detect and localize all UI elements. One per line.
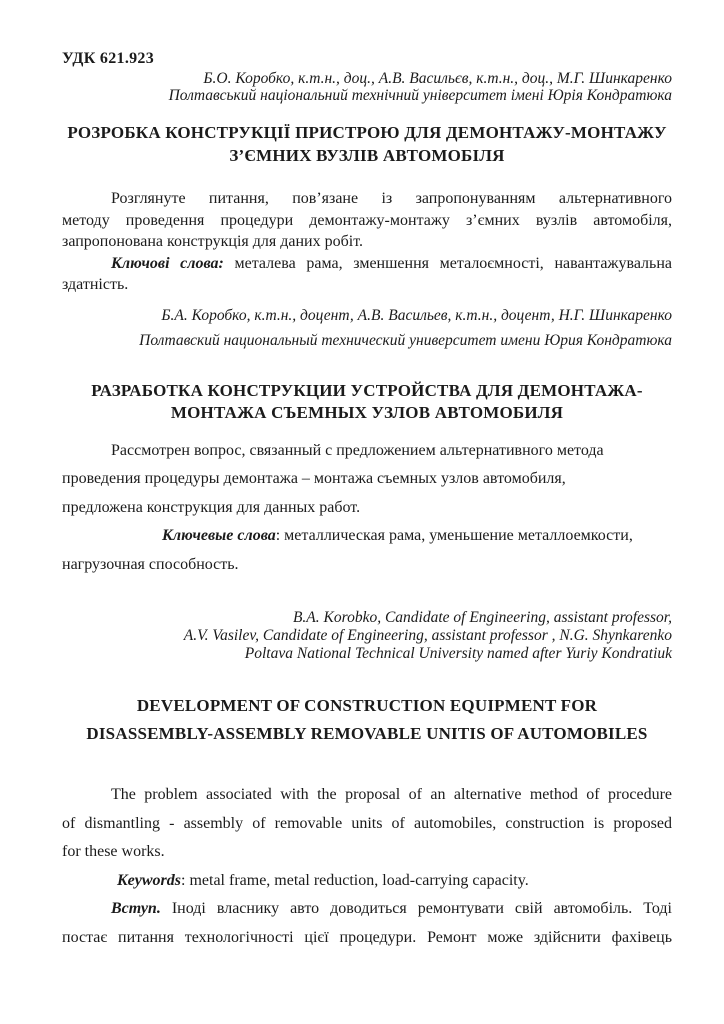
udc-code: УДК 621.923 — [62, 50, 155, 67]
title-line: З’ЄМНИХ ВУЗЛІВ АВТОМОБІЛЯ — [229, 146, 505, 165]
abstract-line: проведения процедуры демонтажа – монтажа съемных узлов автомобиля, — [62, 470, 566, 487]
keywords-label-ua: Ключові слова: — [111, 254, 224, 272]
abstract-en — [62, 781, 672, 952]
keywords-line-ru: нагрузочная способность. — [62, 555, 239, 573]
author-line: Б.А. Коробко, к.т.н., доцент, А.В. Васильев, к.т.н., доцент, Н.Г. Шинкаренко — [161, 306, 672, 324]
abstract-line: for these works. — [62, 843, 165, 860]
intro-text: Іноді власнику авто доводиться ремонтувати свій автомобіль. Тоді — [160, 900, 672, 917]
keywords-text-en: : metal frame, metal reduction, load-carrying capacity. — [181, 871, 529, 889]
title-line: DEVELOPMENT OF CONSTRUCTION EQUIPMENT FOR — [136, 696, 598, 715]
title-line: РОЗРОБКА КОНСТРУКЦІЇ ПРИСТРОЮ ДЛЯ ДЕМОНТАЖУ-МОНТАЖУ — [67, 123, 667, 142]
abstract-line: предложена конструкция для данных работ. — [62, 498, 361, 516]
abstract-line: запропонована конструкція для даних робіт. — [62, 233, 363, 250]
authors-block-ua — [62, 70, 672, 104]
keywords-text-ua: металева рама, зменшення металоємності, навантажувальна — [223, 254, 673, 272]
article-title-en — [62, 692, 672, 748]
article-title-ru — [62, 380, 672, 424]
abstract-ua — [62, 188, 672, 296]
abstract-line: Рассмотрен вопрос, связанный с предложением альтернативного метода — [111, 441, 604, 459]
keywords-line-ru — [62, 522, 672, 551]
abstract-line: of dismantling - assembly of removable units of automobiles, construction is proposed — [62, 814, 672, 832]
author-line: B.A. Korobko, Candidate of Engineering, assistant professor, — [292, 609, 672, 626]
title-line: DISASSEMBLY-ASSEMBLY REMOVABLE UNITIS OF AUTOMOBILES — [86, 724, 648, 743]
abstract-line: Розглянуте питання, пов’язане із запропонуванням альтернативного — [111, 190, 672, 207]
keywords-label-en: Keywords — [117, 871, 181, 889]
title-line: МОНТАЖА СЪЕМНЫХ УЗЛОВ АВТОМОБИЛЯ — [170, 402, 564, 422]
affiliation-line: Полтавский национальный технический университет имени Юрия Кондратюка — [139, 331, 672, 349]
article-title-ua — [62, 121, 672, 167]
authors-block-ru — [62, 303, 672, 353]
intro-heading: Вступ. — [111, 900, 161, 917]
affiliation-line: Poltava National Technical University named after Yuriy Kondratiuk — [244, 645, 672, 662]
author-line: A.V. Vasilev, Candidate of Engineering, assistant professor , N.G. Shynkarenko — [183, 627, 672, 644]
keywords-line-ua: здатність. — [62, 276, 129, 293]
keywords-line-ua — [62, 253, 672, 275]
intro-paragraph-line: постає питання технологічності цієї процедури. Ремонт може здійснити фахівець — [62, 928, 672, 946]
authors-block-en — [62, 609, 672, 663]
author-line: Б.О. Коробко, к.т.н., доц., А.В. Васильєв, к.т.н., доц., М.Г. Шинкаренко — [203, 70, 672, 87]
abstract-ru — [62, 437, 672, 580]
affiliation-line: Полтавський національний технічний університет імені Юрія Кондратюка — [168, 87, 672, 104]
title-line: РАЗРАБОТКА КОНСТРУКЦИИ УСТРОЙСТВА ДЛЯ ДЕМОНТАЖА- — [91, 380, 643, 400]
keywords-label-ru: Ключевые слова — [162, 527, 276, 544]
intro-paragraph-line — [62, 895, 672, 924]
keywords-line-en — [62, 867, 672, 896]
keywords-text-ru: : металлическая рама, уменьшение металлоемкости, — [275, 527, 633, 544]
abstract-line: методу проведення процедури демонтажу-монтажу з’ємних вузлів автомобіля, — [62, 211, 672, 229]
abstract-line: The problem associated with the proposal of an alternative method of procedure — [111, 786, 672, 803]
